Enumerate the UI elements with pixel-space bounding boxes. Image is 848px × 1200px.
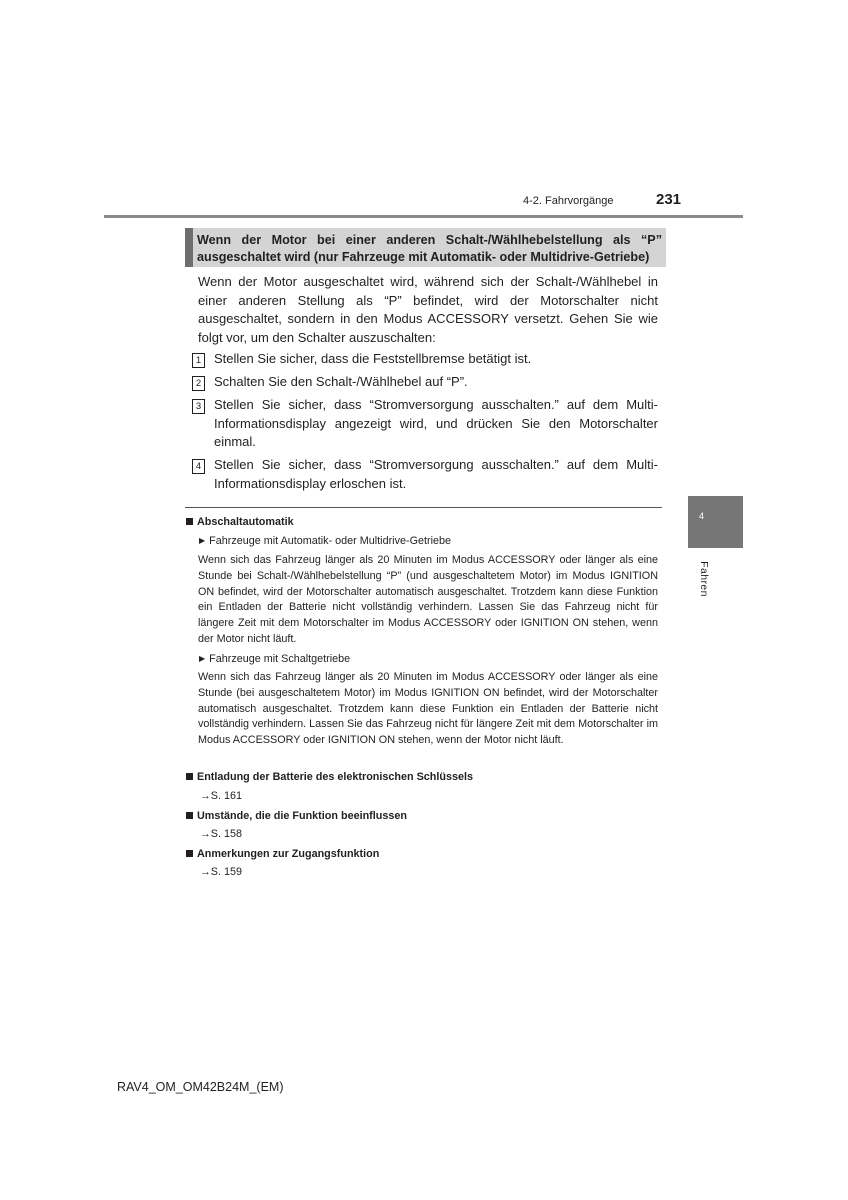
note-heading-conditions [186, 809, 407, 823]
step-number-4: 4 [192, 459, 205, 474]
arrow-icon: → [200, 866, 211, 878]
square-bullet-icon [186, 850, 193, 857]
step-text-4: Stellen Sie sicher, dass “Stromversorgung ausschalten.” auf dem Multi-Informationsdisplay erloschen ist. [214, 457, 658, 491]
note-title-battery: Entladung der Batterie des elektronischen Schlüssels [197, 771, 474, 783]
page-number: 231 [656, 191, 682, 208]
topic-title-box [185, 228, 666, 267]
page-reference-conditions [200, 827, 242, 841]
square-bullet-icon [186, 812, 193, 819]
header-rule [104, 215, 743, 218]
subheading-automatic [199, 534, 451, 548]
page-reference-conditions-text: S. 158 [210, 828, 243, 840]
triangle-bullet-icon: ▶ [199, 536, 206, 545]
note-title-auto-off: Abschaltautomatik [197, 516, 294, 528]
note-title-access: Anmerkungen zur Zugangsfunktion [197, 848, 380, 860]
intro-paragraph: Wenn der Motor ausgeschaltet wird, während sich der Schalt-/Wählhebel in einer anderen Stellung als “P” befindet, wird der Motorschalter nicht ausgeschaltet, sondern in den Modus ACCESSORY versetzt. Gehen Sie wie folgt vor, um den Schalter auszuschalten: [198, 274, 658, 345]
note-paragraph-automatic: Wenn sich das Fahrzeug länger als 20 Minuten im Modus ACCESSORY oder länger als eine Stunde bei Schalt-/Wählhebelstellung “P” (und ausgeschaltetem Motor) im Modus IGNITION ON befindet, wird der Motorschalter automatisch ausgeschaltet. Trotzdem kann diese Funktion ein Entladen der Batterie nicht vollständig verhindern. Lassen Sie das Fahrzeug nicht für längere Zeit mit dem Motorschalter im Modus ACCESSORY oder IGNITION ON stehen, wenn der Motor nicht läuft. [198, 554, 658, 645]
note-paragraph-manual: Wenn sich das Fahrzeug länger als 20 Minuten im Modus ACCESSORY oder länger als eine Stunde (bei ausgeschaltetem Motor) im Modus IGNITION ON befindet, wird der Motorschalter automatisch ausgeschaltet. Trotzdem kann diese Funktion ein Entladen der Batterie nicht vollständig verhindern. Lassen Sie das Fahrzeug nicht für längere Zeit mit dem Motorschalter im Modus ACCESSORY oder IGNITION ON stehen, wenn der Motor nicht läuft. [198, 671, 658, 747]
note-heading-battery [186, 770, 473, 784]
note-heading-access [186, 847, 379, 861]
chapter-number: 4 [699, 511, 705, 521]
document-code: RAV4_OM_OM42B24M_(EM) [117, 1080, 284, 1094]
square-bullet-icon [186, 518, 193, 525]
step-text-1: Stellen Sie sicher, dass die Feststellbremse betätigt ist. [214, 351, 532, 366]
note-title-conditions: Umstände, die die Funktion beeinflussen [197, 810, 407, 822]
page-reference-access-text: S. 159 [210, 866, 243, 878]
square-bullet-icon [186, 773, 193, 780]
chapter-label: Fahren [698, 561, 710, 597]
page-reference-access [200, 865, 242, 879]
section-separator [185, 507, 662, 508]
step-number-3: 3 [192, 399, 205, 414]
section-title: 4-2. Fahrvorgänge [523, 195, 614, 207]
step-text-3: Stellen Sie sicher, dass “Stromversorgung ausschalten.” auf dem Multi-Informationsdisplay angezeigt wird, und drücken Sie den Motorschalter einmal. [214, 397, 658, 450]
arrow-icon: → [200, 828, 211, 840]
step-number-2: 2 [192, 376, 205, 391]
page-reference-battery-text: S. 161 [210, 790, 243, 802]
chapter-tab [688, 496, 743, 548]
subheading-manual-text: Fahrzeuge mit Schaltgetriebe [209, 653, 351, 665]
subheading-manual [199, 652, 350, 666]
arrow-icon: → [200, 790, 211, 802]
triangle-bullet-icon: ▶ [199, 654, 206, 663]
step-text-2: Schalten Sie den Schalt-/Wählhebel auf “P”. [214, 374, 468, 389]
step-number-1: 1 [192, 353, 205, 368]
topic-title: Wenn der Motor bei einer anderen Schalt-/Wählhebelstellung als “P” ausgeschaltet wird (nur Fahrzeuge mit Automatik- oder Multidrive-Getriebe) [197, 233, 662, 264]
subheading-automatic-text: Fahrzeuge mit Automatik- oder Multidrive-Getriebe [209, 535, 451, 547]
page-reference-battery [200, 789, 242, 803]
note-heading-auto-off [186, 515, 294, 529]
